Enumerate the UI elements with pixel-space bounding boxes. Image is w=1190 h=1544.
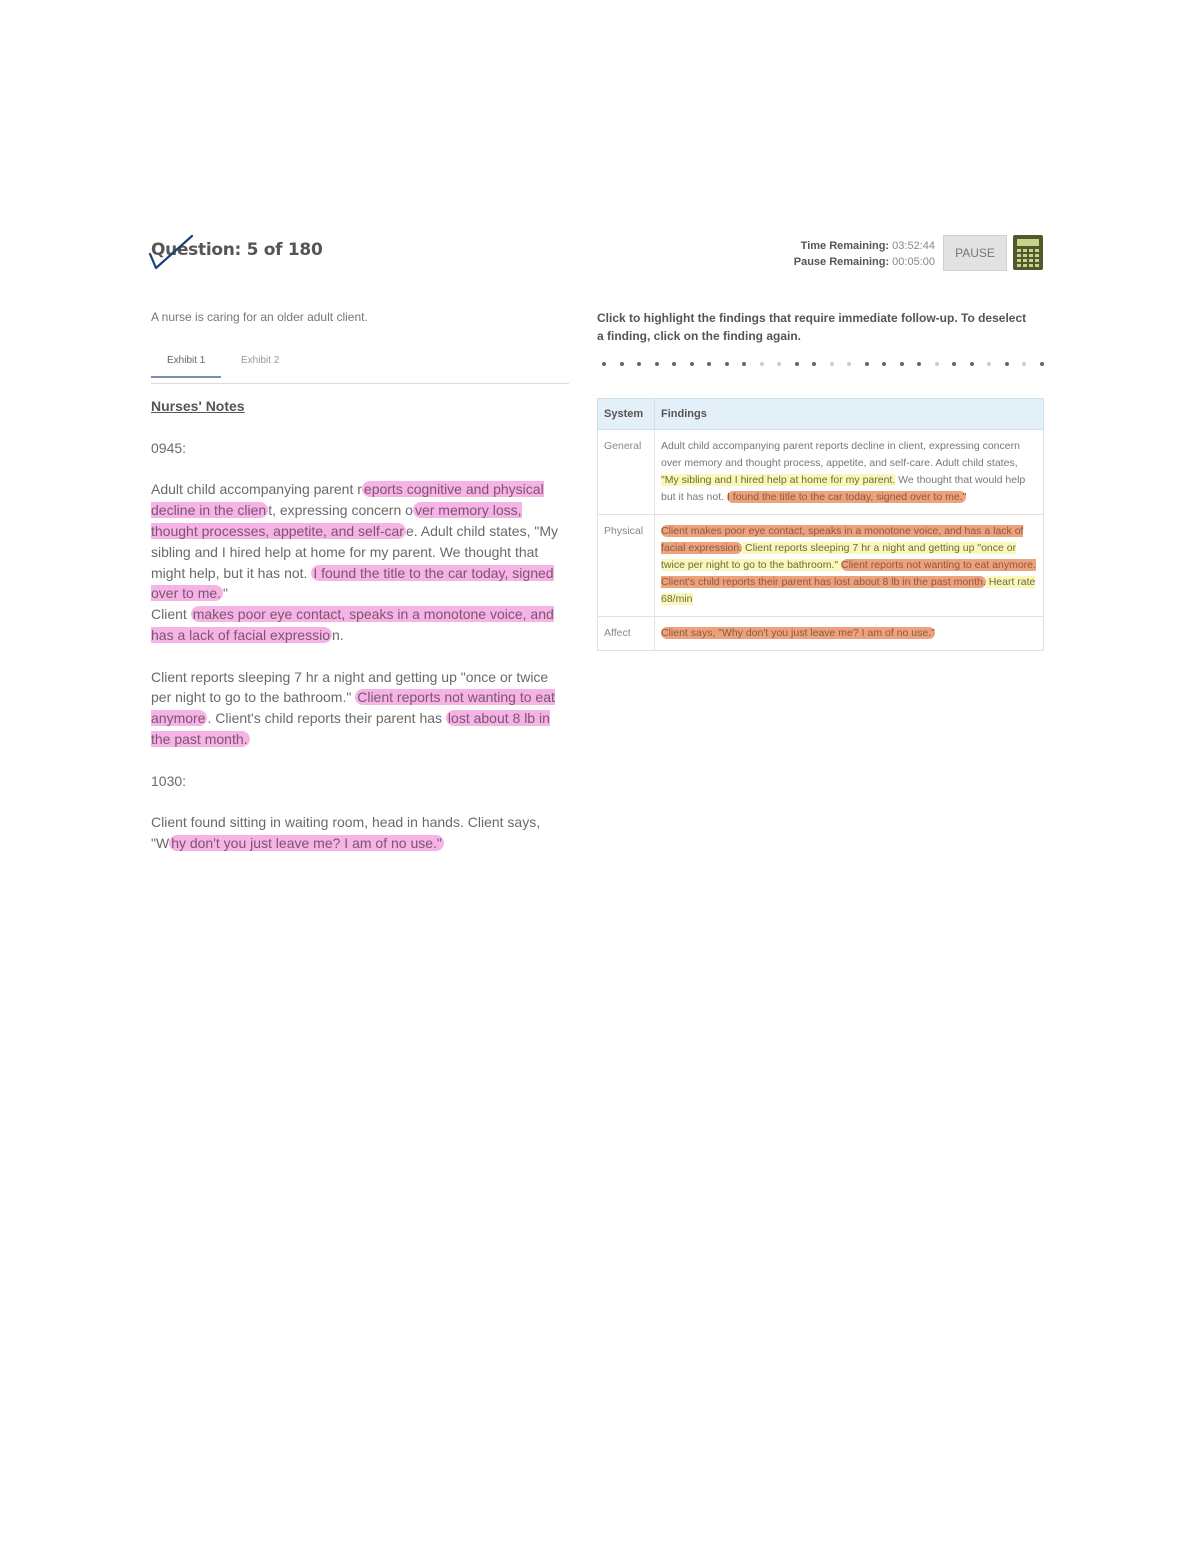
progress-dot [707, 362, 711, 366]
progress-dot [935, 362, 939, 366]
progress-dot [742, 362, 746, 366]
progress-dot [1022, 362, 1026, 366]
finding-selected[interactable]: Client says, "Why don't you just leave me? I am of no use." [661, 627, 935, 639]
highlight-mark: makes poor eye contact, speaks in a monotone voice, and has a lack of facial expressio [151, 606, 554, 643]
progress-dot [882, 362, 886, 366]
note-paragraph [151, 812, 571, 854]
progress-dot [602, 362, 606, 366]
highlight-mark: ver memory loss, thought processes, appetite, and self-car [151, 502, 522, 539]
finding-selected[interactable]: Client reports not wanting to eat anymore. Client's child reports their parent has lost about 8 lb in the past month. [661, 559, 1036, 588]
progress-dot [970, 362, 974, 366]
finding[interactable]: Client reports sleeping 7 hr a night and getting up "once or twice per night to go to the bathroom." [661, 542, 1017, 571]
progress-dot [952, 362, 956, 366]
note-time-0945: 0945: [151, 439, 187, 456]
highlight-mark: I found the title to the car today, signed over to me. [151, 564, 554, 602]
finding[interactable]: Adult child accompanying parent reports decline in client, expressing concern over memory and thought process, appetite, and self-care. Adult child states, [661, 440, 1020, 469]
pause-button[interactable]: PAUSE [943, 235, 1007, 271]
note-paragraph [151, 667, 571, 750]
progress-dot [865, 362, 869, 366]
calculator-icon[interactable] [1013, 235, 1043, 270]
tab-exhibit-1[interactable]: Exhibit 1 [151, 353, 221, 378]
progress-dot [795, 362, 799, 366]
findings-table [597, 398, 1044, 651]
progress-dot [847, 362, 851, 366]
highlight-mark: eports cognitive and physical decline in the clien [151, 481, 544, 519]
note-text: . Client's child reports their parent has [207, 710, 446, 727]
progress-dot [987, 362, 991, 366]
table-row [598, 617, 1044, 651]
findings-general [655, 430, 1044, 515]
note-text: t, expressing concern o [268, 502, 413, 519]
progress-dot [725, 362, 729, 366]
nurses-notes [151, 396, 571, 875]
highlight-mark: hy don't you just leave me? I am of no use." [171, 834, 442, 851]
column-header-findings: Findings [655, 399, 1044, 430]
finding[interactable]: We thought that would help but it has not. [661, 474, 1026, 503]
note-text: Client reports sleeping 7 hr a night and getting up "once or twice per night to go to the bathroom." [151, 668, 549, 706]
note-text: n. [331, 626, 344, 643]
finding-selected[interactable]: Client makes poor eye contact, speaks in a monotone voice, and has a lack of facial expression. [661, 525, 1024, 554]
progress-dot [812, 362, 816, 366]
column-header-system: System [598, 399, 655, 430]
finding[interactable]: "My sibling and I hired help at home for my parent. [661, 474, 896, 486]
system-physical: Physical [598, 515, 655, 617]
highlight-mark: Client reports not wanting to eat anymore [151, 689, 555, 727]
time-remaining-label: Time Remaining: [800, 240, 890, 252]
system-affect: Affect [598, 617, 655, 651]
progress-dots [602, 361, 1044, 367]
question-instructions: Click to highlight the findings that require immediate follow-up. To deselect a finding, click on the finding again. [597, 311, 1027, 343]
findings-affect [655, 617, 1044, 651]
progress-dot [777, 362, 781, 366]
exhibit-tabs [151, 345, 569, 384]
progress-dot [900, 362, 904, 366]
note-text: e. Adult child states, "My sibling and I hired help at home for my parent. We thought that might help, but it has not. [151, 522, 558, 581]
note-text: Client found sitting in waiting room, head in hands. Client says, "W [151, 814, 541, 851]
progress-dot [917, 362, 921, 366]
timers-panel [760, 238, 935, 270]
tab-exhibit-2[interactable]: Exhibit 2 [241, 355, 280, 366]
progress-dot [655, 362, 659, 366]
table-row [598, 515, 1044, 617]
pause-remaining-value: 00:05:00 [892, 256, 935, 268]
note-text: Client [151, 606, 191, 623]
pause-remaining-label: Pause Remaining: [793, 256, 890, 268]
finding-selected[interactable]: I found the title to the car today, signed over to me." [726, 491, 967, 503]
system-general: General [598, 430, 655, 515]
findings-physical [655, 515, 1044, 617]
note-paragraph [151, 479, 571, 645]
note-text: " [223, 585, 229, 602]
time-remaining-value: 03:52:44 [892, 240, 935, 252]
handwritten-check-mark [146, 232, 196, 274]
question-counter: Question: 5 of 180 [151, 240, 323, 260]
progress-dot [672, 362, 676, 366]
table-row [598, 430, 1044, 515]
note-text: Adult child accompanying parent r [151, 481, 362, 498]
finding[interactable]: Heart rate 68/min [661, 576, 1036, 605]
progress-dot [760, 362, 764, 366]
progress-dot [690, 362, 694, 366]
notes-title: Nurses' Notes [151, 398, 245, 414]
highlight-mark: lost about 8 lb in the past month. [151, 710, 550, 747]
progress-dot [620, 362, 624, 366]
progress-dot [1005, 362, 1009, 366]
note-time-1030: 1030: [151, 772, 187, 789]
progress-dot [830, 362, 834, 366]
progress-dot [1040, 362, 1044, 366]
progress-dot [637, 362, 641, 366]
question-stem: A nurse is caring for an older adult client. [151, 310, 368, 324]
